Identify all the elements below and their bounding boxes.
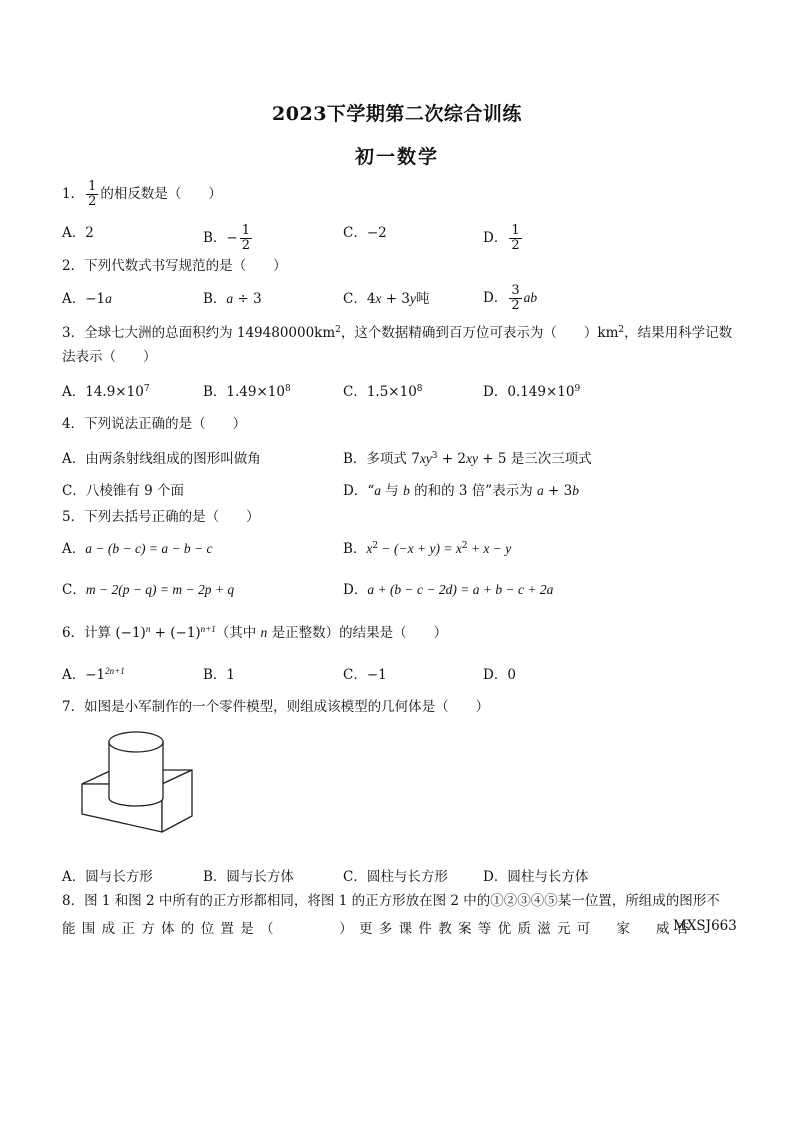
q6-option-b: B．1: [203, 667, 236, 683]
q4-option-b: B．多项式 $7xy^3 + 2xy + 5$ 是三次三项式: [343, 451, 592, 467]
q7-option-c: C．圆柱与长方形: [343, 869, 448, 885]
question-3-line-2: 法表示（ ）: [62, 349, 157, 365]
exam-title: 2023下学期第二次综合训练: [272, 103, 522, 125]
q6-option-a: A．$-1^{2n+1}$: [62, 666, 125, 683]
q1-option-d: D． $\frac{1}{2}$: [483, 223, 520, 253]
question-2: 2．下列代数式书写规范的是（ ）: [62, 258, 287, 274]
question-4: 4．下列说法正确的是（ ）: [62, 416, 247, 432]
q7-option-a: A．圆与长方形: [62, 869, 153, 885]
question-5: 5．下列去括号正确的是（ ）: [62, 509, 260, 525]
q5-option-b: B．$x^2 - (-x + y) = x^2 + x - y$: [343, 541, 512, 557]
question-1: 1． $\frac{1}{2}$ 的相反数是（ ）: [62, 179, 222, 209]
q7-option-d: D．圆柱与长方体: [483, 869, 589, 885]
question-3-line-1: 3．全球七大洲的总面积约为 $149480000km^2$，这个数据精确到百万位可表示为（ ）$km^2$，结果用科学记数: [62, 325, 733, 341]
q2-option-c: C．4x + 3y吨: [343, 291, 430, 307]
question-7: 7．如图是小军制作的一个零件模型，则组成该模型的几何体是（ ）: [62, 699, 490, 715]
document-code: MXSJ663: [673, 918, 737, 934]
cylinder-on-cuboid-figure: [72, 724, 200, 840]
exam-subtitle: 初一数学: [354, 146, 439, 168]
q2-option-a: A．−1a: [62, 291, 112, 307]
q4-option-c: C．八棱锥有 9 个面: [62, 483, 185, 499]
q3-option-d: D．$0.149\times 10^9$: [483, 384, 581, 400]
q4-option-a: A．由两条射线组成的图形叫做角: [62, 451, 261, 467]
q3-option-b: B．$1.49\times 10^8$: [203, 384, 291, 400]
question-8-line-1: 8．图 1 和图 2 中所有的正方形都相同，将图 1 的正方形放在图 2 中的①②③④⑤某一位置，所组成的图形不: [62, 893, 720, 909]
q1-option-c: C．−2: [343, 225, 387, 241]
q6-option-c: C．−1: [343, 667, 387, 683]
question-6: 6．计算 $(-1)^n + (-1)^{n+1}$（其中 n 是正整数）的结果是（ ）: [62, 624, 448, 641]
q5-option-a: A．a − (b − c) = a − b − c: [62, 541, 213, 557]
q5-option-d: D．a + (b − c − 2d) = a + b − c + 2a: [343, 582, 554, 598]
q2-option-d: D． $\frac{3}{2}$ ab: [483, 283, 538, 313]
q6-option-d: D．0: [483, 667, 516, 683]
q2-option-b: B．a ÷ 3: [203, 291, 262, 307]
q1-option-a: A．2: [62, 225, 94, 241]
q1-option-b: B．− $\frac{1}{2}$: [203, 223, 251, 253]
question-8-line-2: 能围成正方体的位置是（ ）更多课件教案等优质滋元可 家 威杏: [62, 921, 696, 937]
fraction: $\frac{1}{2}$: [88, 179, 97, 209]
q3-option-a: A．$14.9\times 10^7$: [62, 384, 150, 400]
q7-option-b: B．圆与长方体: [203, 869, 294, 885]
q5-option-c: C．m − 2(p − q) = m − 2p + q: [62, 582, 235, 598]
q3-option-c: C．$1.5\times 10^8$: [343, 384, 423, 400]
q4-option-d: D．“a 与 b 的和的 3 倍”表示为 a + 3b: [343, 483, 579, 499]
